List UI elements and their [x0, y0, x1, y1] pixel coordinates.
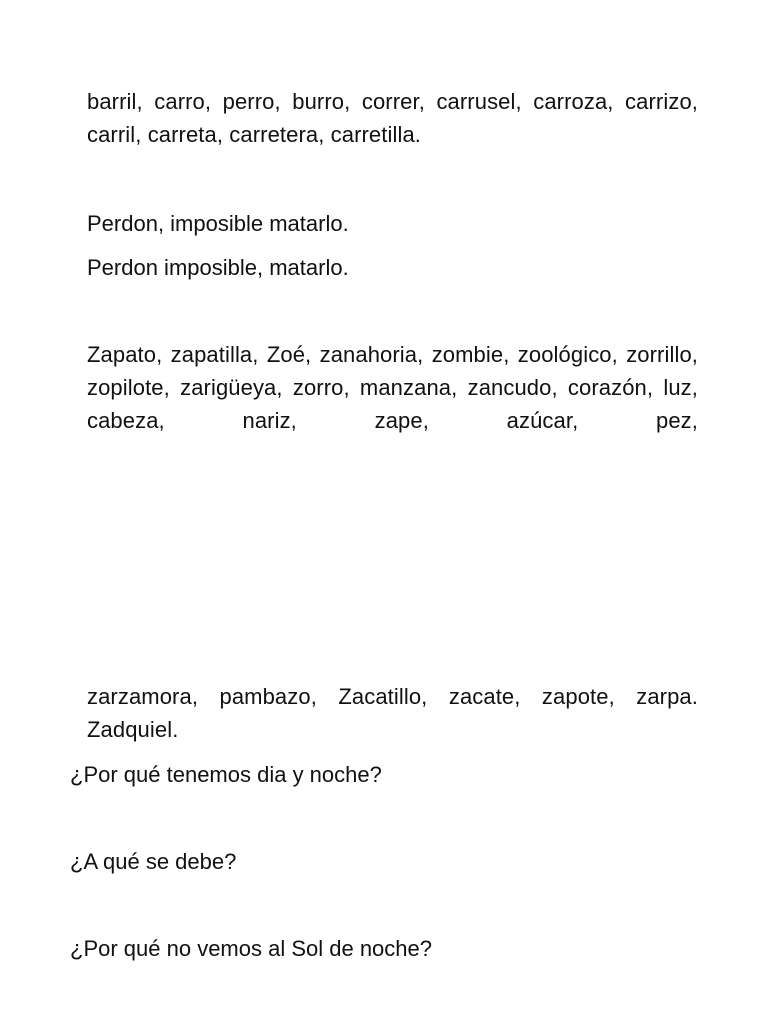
comma-example-2: Perdon imposible, matarlo.: [87, 255, 349, 280]
question-day-night: ¿Por qué tenemos dia y noche?: [70, 762, 382, 787]
comma-example-1: Perdon, imposible matarlo.: [87, 211, 349, 236]
z-word-list-part1: Zapato, zapatilla, Zoé, zanahoria, zombie, zoológico, zorrillo, zopilote, zarigüeya, zorro, manzana, zancudo, corazón, luz, cabeza, nariz, zape, azúcar, pez,: [87, 342, 698, 433]
rr-word-list: barril, carro, perro, burro, correr, carrusel, carroza, carrizo, carril, carreta, carretera, carretilla.: [87, 89, 698, 147]
z-word-list-part2: zarzamora, pambazo, Zacatillo, zacate, zapote, zarpa. Zadquiel.: [87, 684, 698, 742]
question-sun-at-night: ¿Por qué no vemos al Sol de noche?: [70, 936, 433, 961]
question-cause: ¿A qué se debe?: [70, 849, 237, 874]
